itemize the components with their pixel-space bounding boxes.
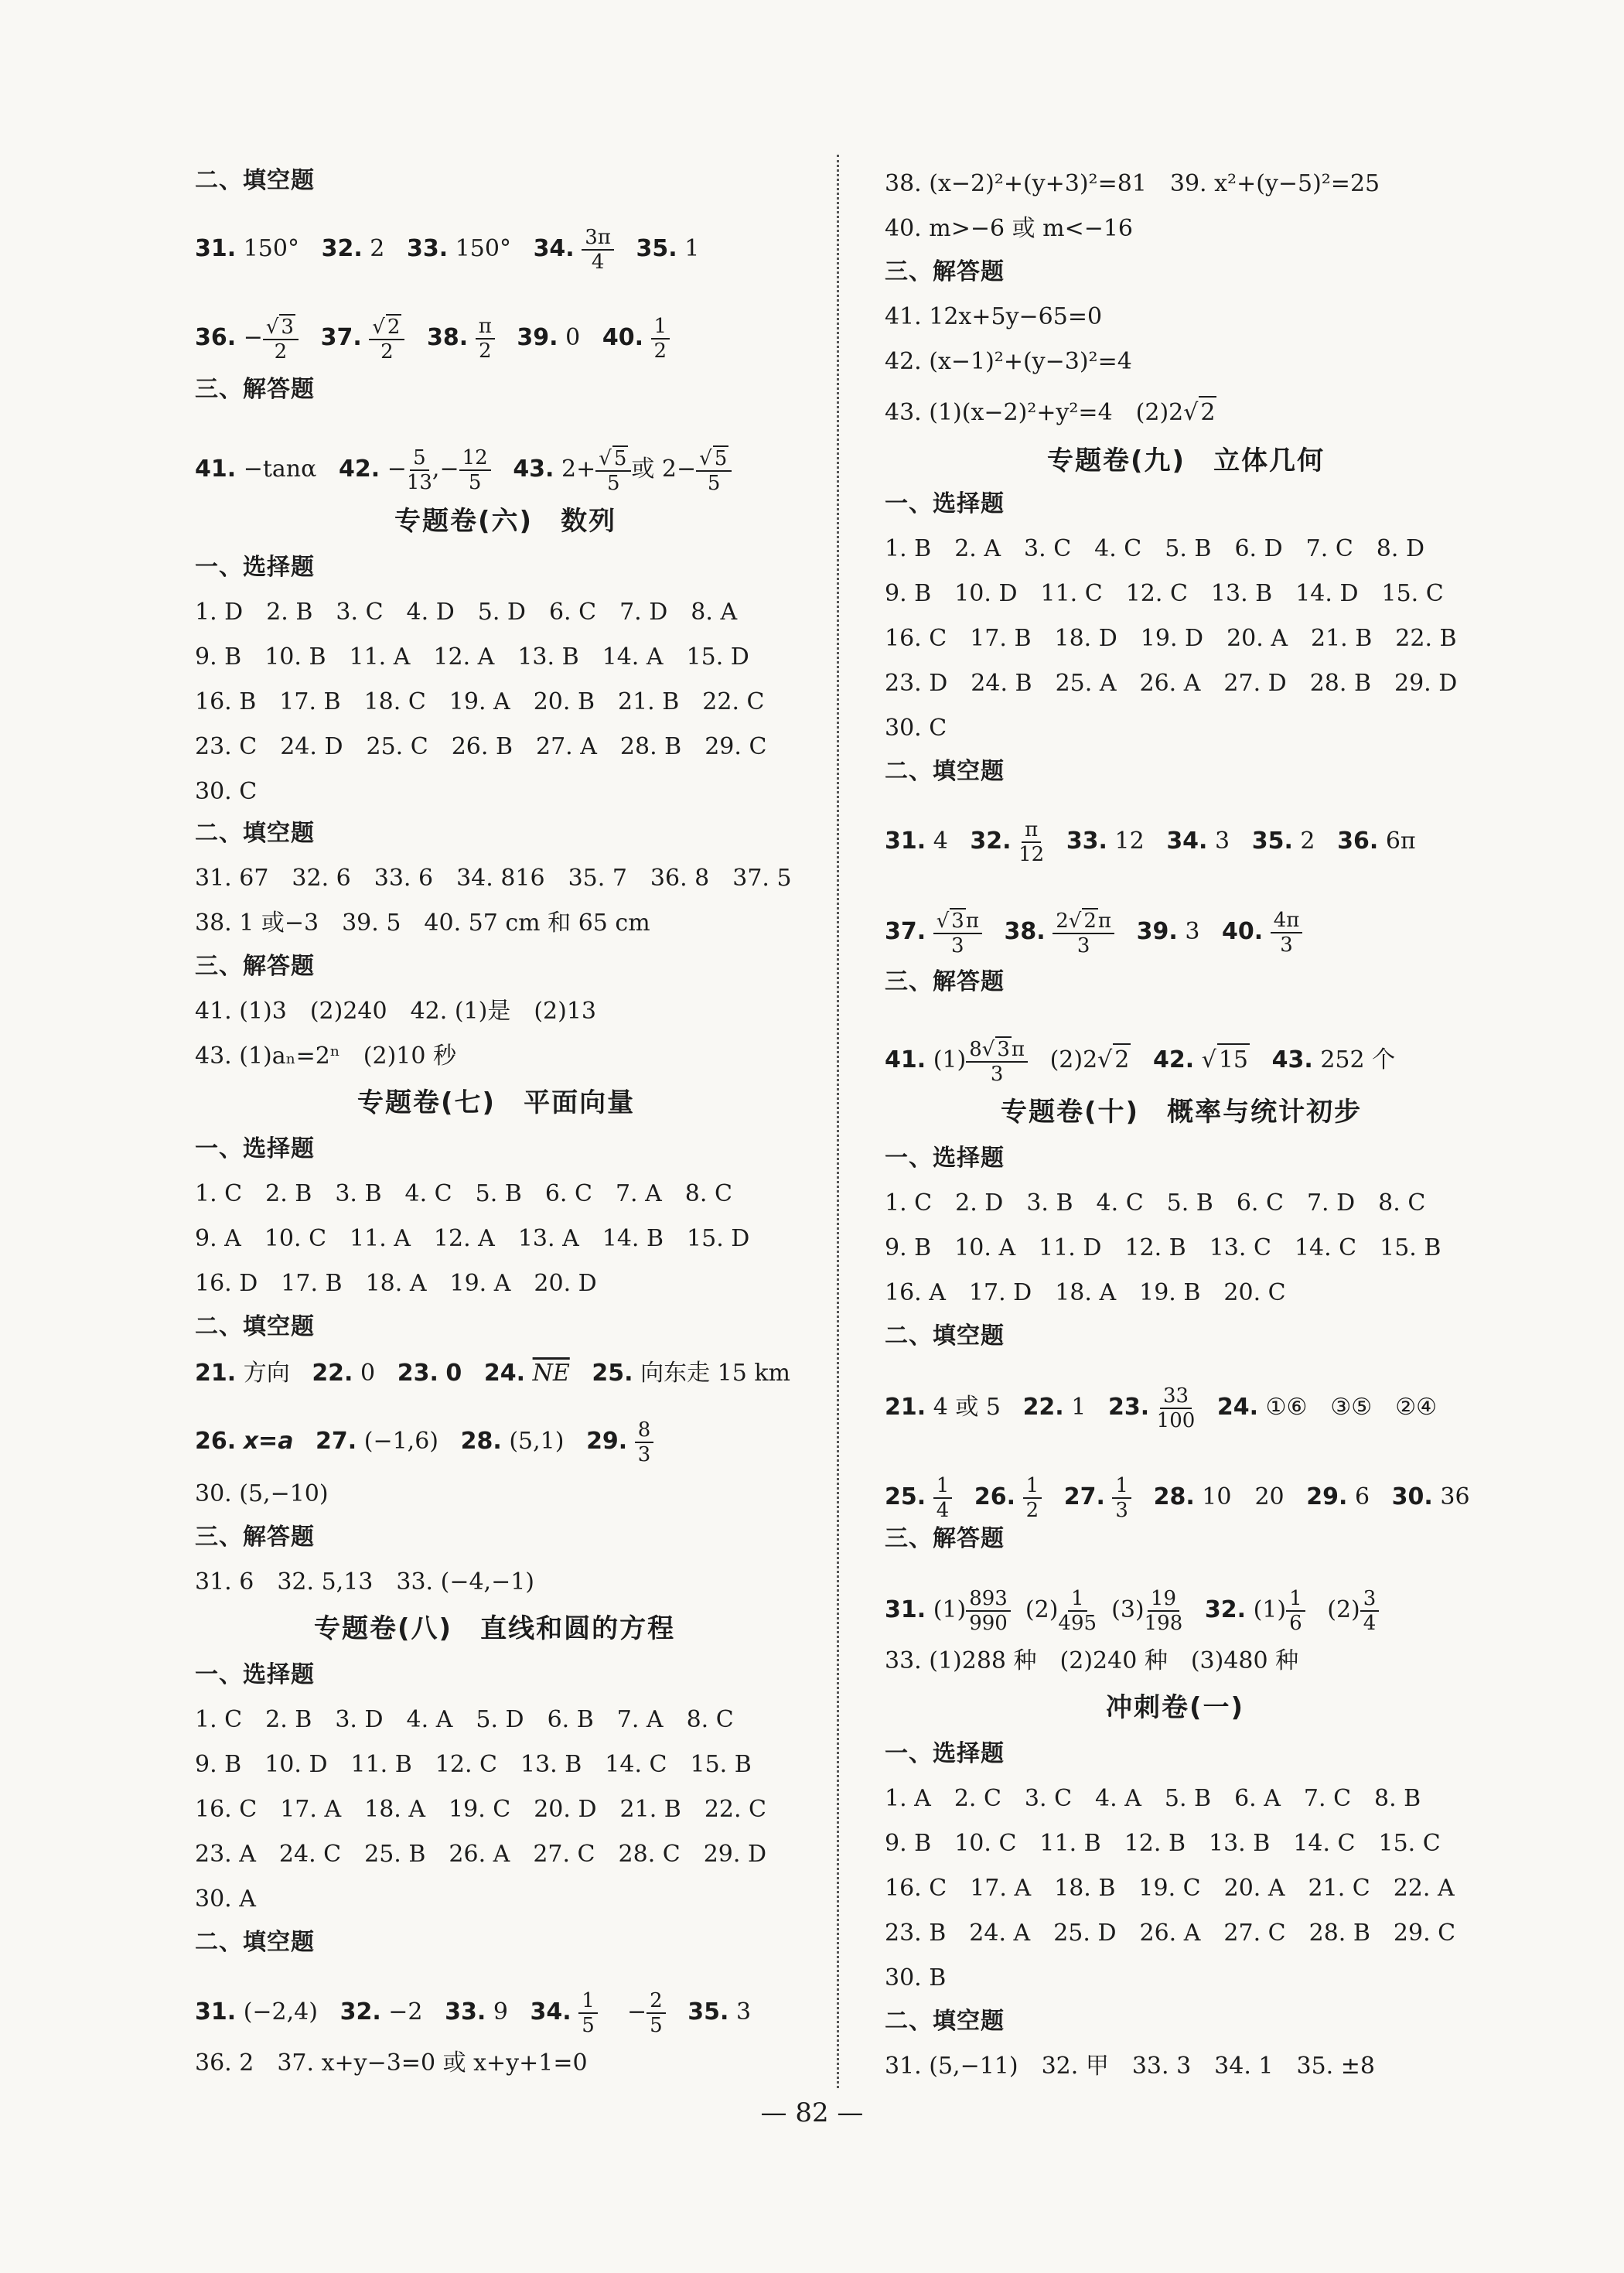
fraction: $\frac{19}{198}$ <box>1144 1587 1183 1635</box>
fraction: $\frac{12}{5}$ <box>459 446 491 494</box>
choice-heading-9: 一、选择题 <box>885 490 1005 517</box>
fraction: $\frac{5}{13}$ <box>406 446 432 494</box>
fraction: $\frac{√ 5}{5}$ <box>595 445 631 495</box>
choice-row: 16. A 17. D 18. A 19. B 20. C <box>885 1279 1286 1306</box>
choice-row: 1. C 2. B 3. D 4. A 5. D 6. B 7. A 8. C <box>195 1706 734 1733</box>
answer-heading-10: 三、解答题 <box>885 1525 1005 1552</box>
choice-row: 9. A 10. C 11. A 12. A 13. A 14. B 15. D <box>195 1225 750 1252</box>
section-title-7: 专题卷(七) 平面向量 <box>357 1087 636 1118</box>
section-title-sprint: 冲刺卷(一) <box>1106 1692 1245 1723</box>
fill-answers-9-line-1: 31. 4 32. $\frac{\pi}{12}$ 33. 12 34. 3 35. 2 36. 6π <box>885 818 1416 866</box>
choice-row: 9. B 10. B 11. A 12. A 13. B 14. A 15. D <box>195 643 749 671</box>
fraction: $\frac{1}{2}$ <box>651 315 670 363</box>
fill-row: 38. 1 或−3 39. 5 40. 57 cm 和 65 cm <box>195 910 650 937</box>
fraction: $\frac{8}{3}$ <box>635 1418 654 1466</box>
choice-heading-8: 一、选择题 <box>195 1661 315 1688</box>
choice-row: 23. C 24. D 25. C 26. B 27. A 28. B 29. C <box>195 733 767 760</box>
fraction: $\frac{1}{4}$ <box>933 1474 953 1522</box>
fraction: $\frac{1}{6}$ <box>1286 1587 1305 1635</box>
fraction: $\frac{√ 3\pi}{3}$ <box>933 908 982 957</box>
answer-answers-line: 41. −tanα 42. − $\frac{5}{13}$ ,− $\frac{12}{5}$ 43. 2+ $\frac{√ 5}{5}$ 或 2− $\frac{√ 5}{5}$ <box>195 445 732 495</box>
fraction: $\frac{√ 5}{5}$ <box>696 445 732 495</box>
fraction: $\frac{8√ 3\pi}{3}$ <box>966 1036 1028 1086</box>
fraction: $\frac{1}{5}$ <box>578 1989 598 2037</box>
fill-answers-10-line-2: 25. $\frac{1}{4}$ 26. $\frac{1}{2}$ 27. $\frac{1}{3}$ 28. 10 20 29. 6 30. 36 <box>885 1474 1470 1522</box>
answer-answers-9: 41. (1) $\frac{8√ 3\pi}{3}$ (2)2√ 2 42. √ 15 43. 252 个 <box>885 1038 1396 1086</box>
choice-row: 1. C 2. B 3. B 4. C 5. B 6. C 7. A 8. C <box>195 1180 732 1207</box>
choice-row: 23. A 24. C 25. B 26. A 27. C 28. C 29. D <box>195 1841 767 1868</box>
fill-row: 30. (5,−10) <box>195 1480 329 1507</box>
fill-answers-10-line-1: 21. 4 或 5 22. 1 23. $\frac{33}{100}$ 24. ①⑥ ③⑤ ②④ <box>885 1384 1437 1432</box>
answer-row: 33. (1)288 种 (2)240 种 (3)480 种 <box>885 1647 1299 1674</box>
answer-heading-6: 三、解答题 <box>195 953 315 980</box>
choice-row: 23. B 24. A 25. D 26. A 27. C 28. B 29. C <box>885 1920 1456 1947</box>
answer-heading-s5: 三、解答题 <box>195 376 315 403</box>
fill-answers-7-line-1: 21. 方向 22. 0 23. 0 24. $\overline{NE}$ 25. 向东走 15 km <box>195 1360 790 1387</box>
fill-answers-8-line-1: 31. (−2,4) 32. −2 33. 9 34. $\frac{1}{5}$ − $\frac{2}{5}$ 35. 3 <box>195 1989 752 2037</box>
answer-row: 41. 12x+5y−65=0 <box>885 303 1103 330</box>
fill-heading-6: 二、填空题 <box>195 820 315 847</box>
fill-answers-line-2: 36. − $\frac{√ 3}{2}$ 37. $\frac{√ 2}{2}$ 38. $\frac{\pi}{2}$ 39. 0 40. $\frac{1}{2}$ <box>195 314 670 363</box>
fill-heading-sprint: 二、填空题 <box>885 2008 1005 2035</box>
choice-row: 1. D 2. B 3. C 4. D 5. D 6. C 7. D 8. A <box>195 599 738 626</box>
choice-heading-7: 一、选择题 <box>195 1135 315 1162</box>
fraction: $\frac{3\pi}{4}$ <box>582 226 614 274</box>
fraction: $\frac{2√ 2\pi}{3}$ <box>1053 908 1114 957</box>
fraction: $\frac{1}{2}$ <box>1023 1474 1042 1522</box>
choice-row: 1. B 2. A 3. C 4. C 5. B 6. D 7. C 8. D <box>885 535 1424 562</box>
section-title-6: 专题卷(六) 数列 <box>394 506 617 537</box>
choice-row: 16. C 17. B 18. D 19. D 20. A 21. B 22. B <box>885 625 1457 652</box>
answer-row: 43. (1)aₙ=2ⁿ (2)10 秒 <box>195 1043 457 1070</box>
fraction: $\frac{893}{990}$ <box>966 1587 1011 1635</box>
choice-row: 16. C 17. A 18. A 19. C 20. D 21. B 22. C <box>195 1796 767 1823</box>
answer-answers-10: 31. (1) $\frac{893}{990}$ (2) $\frac{1}{495}$ (3) $\frac{19}{198}$ 32. (1) $\frac{1}{6}$ (2) $\frac{3}{4}$ <box>885 1587 1379 1635</box>
fill-heading-8: 二、填空题 <box>195 1929 315 1956</box>
answer-row: 31. 6 32. 5,13 33. (−4,−1) <box>195 1568 535 1596</box>
page-number: — 82 — <box>760 2097 864 2128</box>
column-divider <box>837 155 839 2088</box>
fill-row: 31. (5,−11) 32. 甲 33. 3 34. 1 35. ±8 <box>885 2053 1375 2080</box>
fill-row: 36. 2 37. x+y−3=0 或 x+y+1=0 <box>195 2049 588 2077</box>
fraction: $\frac{33}{100}$ <box>1156 1384 1196 1432</box>
choice-row: 30. C <box>885 715 947 742</box>
fill-answers-line-1: 31. 150° 32. 2 33. 150° 34. $\frac{3\pi}{4}$ 35. 1 <box>195 226 700 274</box>
choice-heading-6: 一、选择题 <box>195 554 315 581</box>
section-title-10: 专题卷(十) 概率与统计初步 <box>1001 1097 1363 1128</box>
fill-row: 31. 67 32. 6 33. 6 34. 816 35. 7 36. 8 37. 5 <box>195 865 792 892</box>
choice-row: 9. B 10. C 11. B 12. B 13. B 14. C 15. C <box>885 1830 1441 1857</box>
choice-row: 1. C 2. D 3. B 4. C 5. B 6. C 7. D 8. C <box>885 1189 1426 1217</box>
fill-answers-9-line-2: 37. $\frac{√ 3\pi}{3}$ 38. $\frac{2√ 2\pi}{3}$ 39. 3 40. $\frac{4\pi}{3}$ <box>885 908 1302 957</box>
fraction: $\frac{√ 2}{2}$ <box>369 314 404 363</box>
fraction: $\frac{3}{4}$ <box>1360 1587 1380 1635</box>
fraction: $\frac{1}{3}$ <box>1112 1474 1131 1522</box>
fraction: $\frac{\pi}{12}$ <box>1018 818 1045 866</box>
fill-answers-7-line-2: 26. x=a 27. (−1,6) 28. (5,1) 29. $\frac{8}{3}$ <box>195 1418 653 1466</box>
fraction: $\frac{4\pi}{3}$ <box>1271 909 1303 957</box>
answer-heading-7: 三、解答题 <box>195 1524 315 1551</box>
answer-row: 42. (x−1)²+(y−3)²=4 <box>885 348 1132 375</box>
choice-row: 16. C 17. A 18. B 19. C 20. A 21. C 22. A <box>885 1875 1455 1902</box>
fill-heading-9: 二、填空题 <box>885 758 1005 785</box>
choice-row: 30. C <box>195 778 258 805</box>
fill-heading-7: 二、填空题 <box>195 1313 315 1340</box>
choice-row: 9. B 10. A 11. D 12. B 13. C 14. C 15. B <box>885 1234 1441 1261</box>
fill-heading-10: 二、填空题 <box>885 1323 1005 1350</box>
fraction: $\frac{√ 3}{2}$ <box>263 314 299 363</box>
choice-row: 23. D 24. B 25. A 26. A 27. D 28. B 29. D <box>885 670 1458 697</box>
choice-row: 30. B <box>885 1964 947 1991</box>
choice-row: 30. A <box>195 1886 256 1913</box>
choice-heading-10: 一、选择题 <box>885 1145 1005 1172</box>
section-title-9: 专题卷(九) 立体几何 <box>1047 445 1325 476</box>
fill-row: 38. (x−2)²+(y+3)²=81 39. x²+(y−5)²=25 <box>885 170 1380 197</box>
section-title-8: 专题卷(八) 直线和圆的方程 <box>314 1613 676 1644</box>
choice-heading-sprint: 一、选择题 <box>885 1740 1005 1767</box>
choice-row: 9. B 10. D 11. B 12. C 13. B 14. C 15. B <box>195 1751 752 1778</box>
fraction: $\frac{2}{5}$ <box>647 1989 666 2037</box>
choice-row: 16. D 17. B 18. A 19. A 20. D <box>195 1270 597 1297</box>
answer-heading-9: 三、解答题 <box>885 968 1005 995</box>
answer-row: 41. (1)3 (2)240 42. (1)是 (2)13 <box>195 998 596 1025</box>
fraction: $\frac{1}{495}$ <box>1058 1587 1097 1635</box>
fill-row: 40. m>−6 或 m<−16 <box>885 215 1134 242</box>
choice-row: 1. A 2. C 3. C 4. A 5. B 6. A 7. C 8. B <box>885 1785 1421 1812</box>
choice-row: 9. B 10. D 11. C 12. C 13. B 14. D 15. C <box>885 580 1444 607</box>
answer-heading-8: 三、解答题 <box>885 258 1005 285</box>
answer-row: 43. (1)(x−2)²+y²=4 (2)2√ 2 <box>885 396 1216 428</box>
fraction: $\frac{\pi}{2}$ <box>476 315 495 363</box>
fill-heading-s5: 二、填空题 <box>195 167 315 194</box>
choice-row: 16. B 17. B 18. C 19. A 20. B 21. B 22. C <box>195 688 765 715</box>
